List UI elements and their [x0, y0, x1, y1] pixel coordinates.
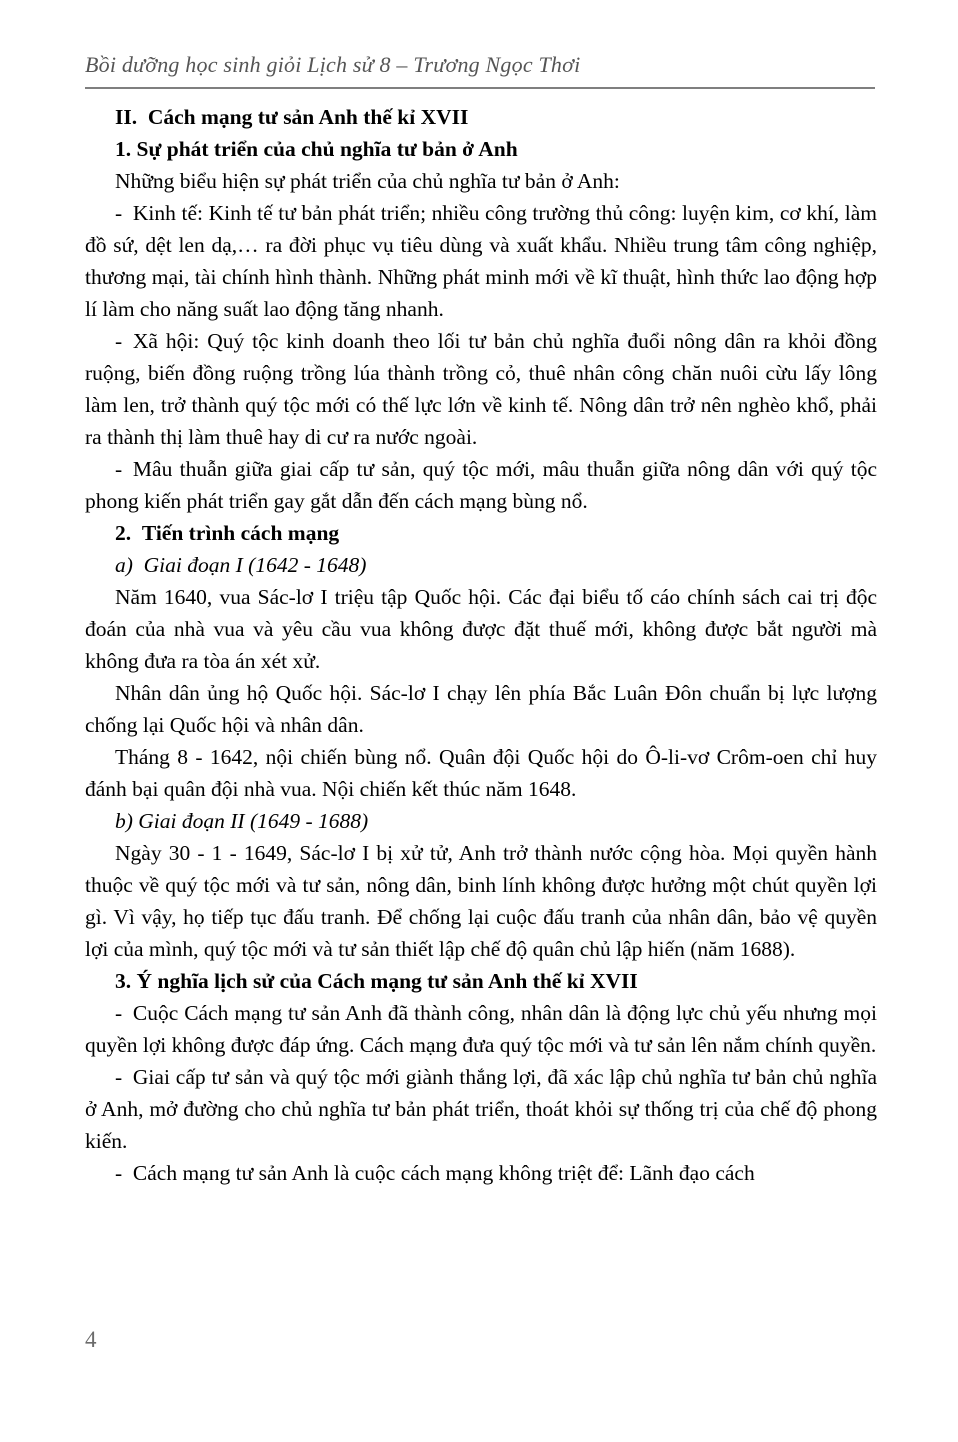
subheading-stage-1: a) Giai đoạn I (1642 - 1648) [115, 553, 367, 577]
paragraph-1640: Năm 1640, vua Sác-lơ I triệu tập Quốc hội. Các đại biểu tố cáo chính sách cai trị độc đoán của nhà vua và yêu cầu vua không được đặt thuế mới, không được bắt người mà không đưa ra tòa án xét xử. [85, 585, 877, 673]
bullet-society: - Xã hội: Quý tộc kinh doanh theo lối tư bản chủ nghĩa đuổi nông dân ra khỏi đồng ruộng, biến đồng ruộng trồng lúa thành trồng cỏ, thuê nhân công chăn nuôi cừu lấy lông làm len, trở thành quý tộc mới có thế lực lớn về kinh tế. Nông dân trở nên nghèo khổ, phải ra thành thị làm thuê hay di cư ra nước ngoài. [85, 329, 877, 449]
page-number: 4 [85, 1327, 97, 1352]
section-heading-main: II. Cách mạng tư sản Anh thế kỉ XVII [115, 105, 469, 129]
running-header [85, 52, 877, 78]
paragraph-1649: Ngày 30 - 1 - 1649, Sác-lơ I bị xử tử, Anh trở thành nước cộng hòa. Mọi quyền hành thuộc về quý tộc mới và tư sản, nông dân, binh lính không được hưởng một chút quyền lợi gì. Vì vậy, họ tiếp tục đấu tranh. Để chống lại cuộc đấu tranh của nhân dân, bảo vệ quyền lợi của mình, quý tộc mới và tư sản thiết lập chế độ quân chủ lập hiến (năm 1688). [85, 841, 877, 961]
bullet-contradiction: - Mâu thuẫn giữa giai cấp tư sản, quý tộc mới, mâu thuẫn giữa nông dân với quý tộc phong kiến phát triển gay gắt dẫn đến cách mạng bùng nổ. [85, 457, 877, 513]
subsection-heading-3: 3. Ý nghĩa lịch sử của Cách mạng tư sản Anh thế kỉ XVII [115, 969, 638, 993]
subheading-stage-2: b) Giai đoạn II (1649 - 1688) [115, 809, 369, 833]
bullet-significance-1: - Cuộc Cách mạng tư sản Anh đã thành công, nhân dân là động lực chủ yếu nhưng mọi quyền lợi không được đáp ứng. Cách mạng đưa quý tộc mới và tư sản lên nắm chính quyền. [85, 1001, 877, 1057]
header-rule-divider [85, 87, 875, 89]
bullet-significance-3: - Cách mạng tư sản Anh là cuộc cách mạng không triệt để: Lãnh đạo cách [115, 1161, 755, 1185]
bullet-economy: - Kinh tế: Kinh tế tư bản phát triển; nhiều công trường thủ công: luyện kim, cơ khí, làm đồ sứ, dệt len dạ,… ra đời phục vụ tiêu dùng và xuất khẩu. Nhiều trung tâm công nghiệp, thương mại, tài chính hình thành. Những phát minh mới về kĩ thuật, hình thức lao động hợp lí làm cho năng suất lao động tăng nhanh. [85, 201, 877, 321]
paragraph-support: Nhân dân ủng hộ Quốc hội. Sác-lơ I chạy lên phía Bắc Luân Đôn chuẩn bị lực lượng chống lại Quốc hội và nhân dân. [85, 681, 877, 737]
paragraph-intro: Những biểu hiện sự phát triển của chủ nghĩa tư bản ở Anh: [115, 169, 620, 193]
subsection-heading-1: 1. Sự phát triển của chủ nghĩa tư bản ở Anh [115, 137, 518, 161]
running-header-text: Bồi dưỡng học sinh giỏi Lịch sử 8 – Trương Ngọc Thơi [85, 52, 581, 77]
document-body [85, 101, 877, 1189]
subsection-heading-2: 2. Tiến trình cách mạng [115, 521, 340, 545]
bullet-significance-2: - Giai cấp tư sản và quý tộc mới giành thắng lợi, đã xác lập chủ nghĩa tư bản chủ nghĩa ở Anh, mở đường cho chủ nghĩa tư bản phát triển, thoát khỏi sự thống trị của chế độ phong kiến. [85, 1065, 877, 1153]
paragraph-civil-war: Tháng 8 - 1642, nội chiến bùng nổ. Quân đội Quốc hội do Ô-li-vơ Crôm-oen chỉ huy đánh bại quân đội nhà vua. Nội chiến kết thúc năm 1648. [85, 745, 877, 801]
